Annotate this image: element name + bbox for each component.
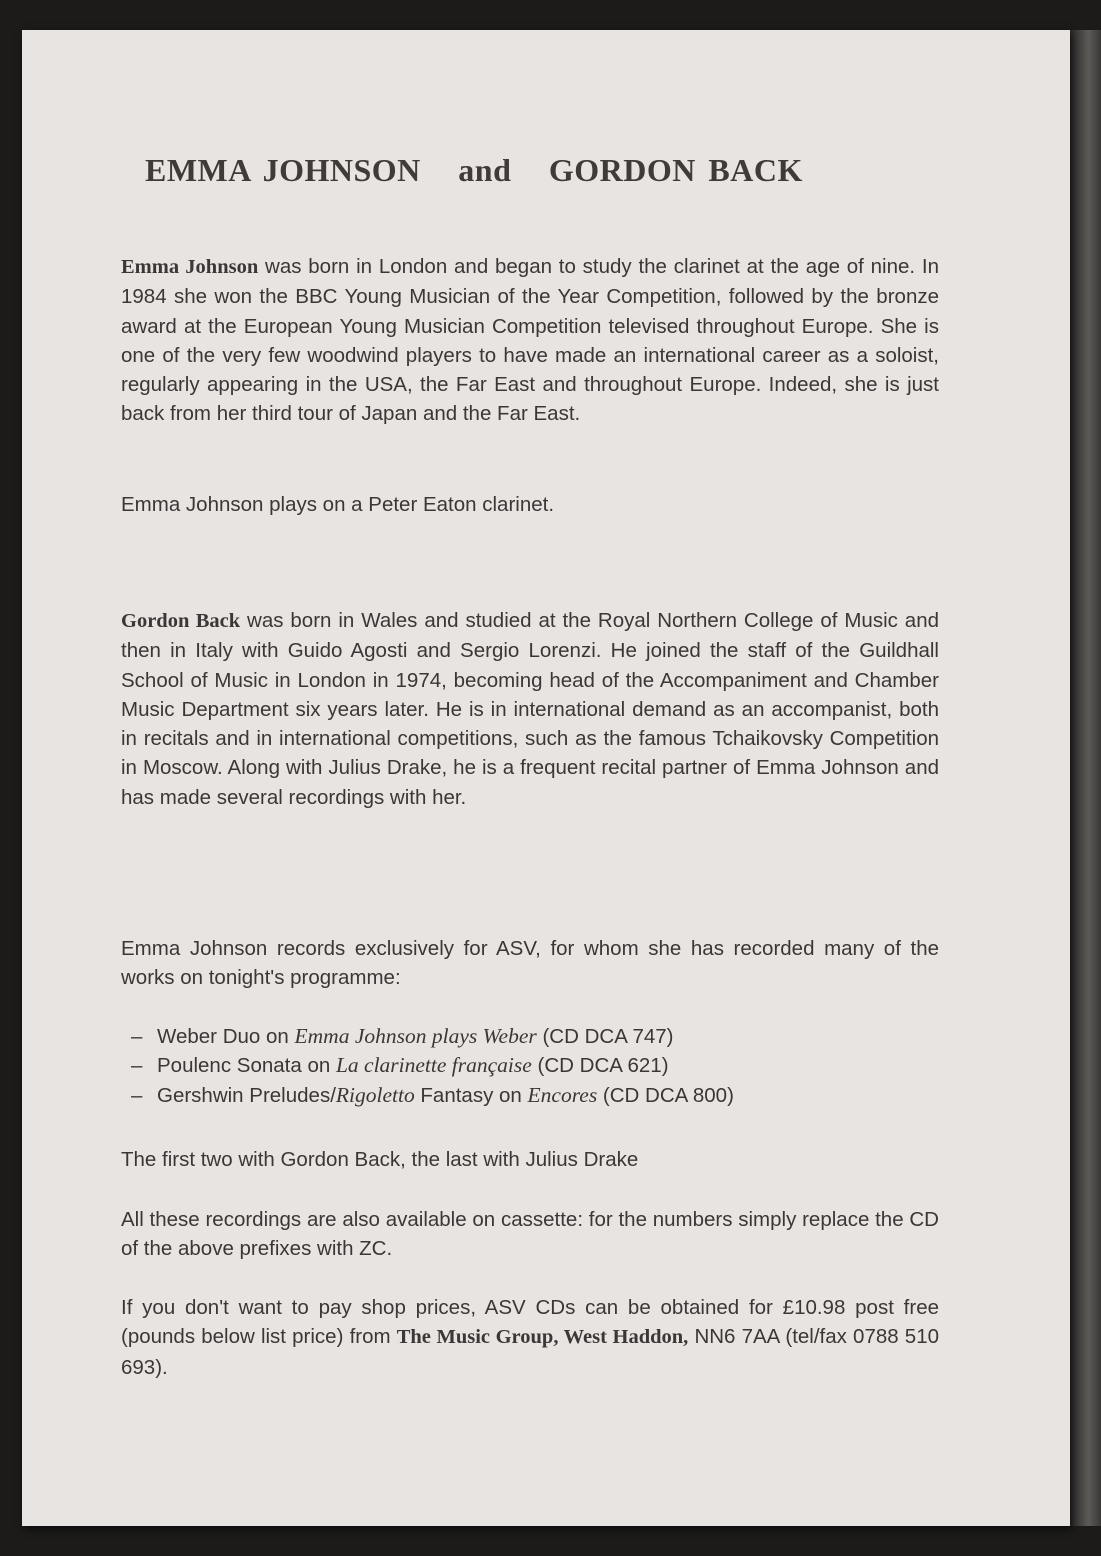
emma-johnson-bio: [121, 252, 939, 429]
emma-johnson-bio-text: was born in London and began to study the clarinet at the age of nine. In 1984 she won the BBC Young Musician of the Year Competition, followed by the bronze award at the European Young Musician Competition televised throughout Europe. She is one of the very few woodwind players to have made an international career as a soloist, regularly appearing in the USA, the Far East and throughout Europe. Indeed, she is just back from her third tour of Japan and the Far East.: [121, 255, 939, 426]
pianists-note: The first two with Gordon Back, the last with Julius Drake: [121, 1148, 639, 1171]
emma-johnson-instrument: Emma Johnson plays on a Peter Eaton clarinet.: [121, 493, 555, 516]
gordon-back-name: Gordon Back: [121, 610, 241, 632]
emma-johnson-name: Emma Johnson: [121, 256, 259, 278]
mail-order-offer: If you don't want to pay shop prices, ASV CDs can be obtained for £10.98 post free (pounds below list price) from The Music Group, West Haddon, NN6 7AA (tel/fax 0788 510 693).: [121, 1296, 940, 1379]
page-edge: [1070, 30, 1101, 1526]
list-item: – Poulenc Sonata on La clarinette française (CD DCA 621): [131, 1053, 669, 1078]
page-title: EMMA JOHNSON and GORDON BACK: [145, 152, 803, 188]
cassette-note: All these recordings are also available on cassette: for the numbers simply replace the CD of the above prefixes with ZC.: [121, 1208, 939, 1261]
gordon-back-bio: [121, 606, 939, 812]
gordon-back-bio-text: was born in Wales and studied at the Royal Northern College of Music and then in Italy with Guido Agosti and Sergio Lorenzi. He joined the staff of the Guildhall School of Music in London in 1974, becoming head of the Accompaniment and Chamber Music Department six years later. He is in international demand as an accompanist, both in recitals and in international competitions, such as the famous Tchaikovsky Competition in Moscow. Along with Julius Drake, he is a frequent recital partner of Emma Johnson and has made several recordings with her.: [121, 609, 939, 809]
mail-order-address: The Music Group, West Haddon,: [396, 1326, 689, 1349]
recordings-list: [131, 1022, 931, 1110]
recordings-intro: Emma Johnson records exclusively for ASV, for whom she has recorded many of the works on tonight's programme:: [121, 937, 939, 990]
list-item: – Weber Duo on Emma Johnson plays Weber (CD DCA 747): [131, 1024, 674, 1048]
list-item: – Gershwin Preludes/Rigoletto Fantasy on Encores (CD DCA 800): [131, 1082, 734, 1107]
